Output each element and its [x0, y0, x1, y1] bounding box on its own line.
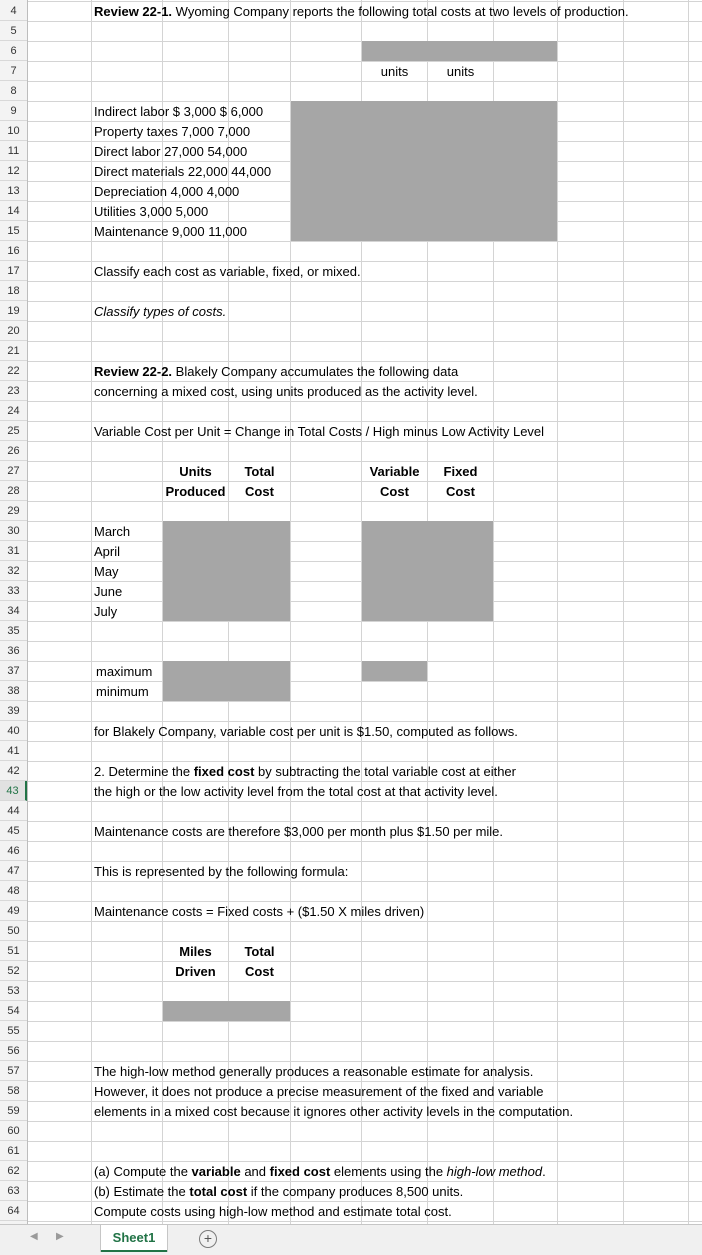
row-header[interactable]: 19	[0, 301, 27, 321]
row-header[interactable]: 39	[0, 701, 27, 721]
row-header[interactable]: 32	[0, 561, 27, 581]
row-header[interactable]: 46	[0, 841, 27, 861]
step-2-instruction[interactable]	[94, 761, 516, 781]
row-header[interactable]: 20	[0, 321, 27, 341]
row-header[interactable]: 56	[0, 1041, 27, 1061]
input-range-classification[interactable]	[291, 101, 557, 241]
review-2-description-line2[interactable]: concerning a mixed cost, using units produced as the activity level.	[94, 384, 478, 399]
row-header[interactable]: 24	[0, 401, 27, 421]
row-header[interactable]: 63	[0, 1181, 27, 1201]
row-header[interactable]: 27	[0, 461, 27, 481]
row-header[interactable]: 41	[0, 741, 27, 761]
month-april[interactable]: April	[94, 544, 121, 559]
step-2-line2[interactable]: the high or the low activity level from the total cost at that activity level.	[94, 784, 498, 799]
add-sheet-icon[interactable]: +	[199, 1230, 217, 1248]
row-header[interactable]: 36	[0, 641, 27, 661]
scroll-right-icon[interactable]: ▶	[56, 1231, 64, 1242]
units-header-a[interactable]: units	[380, 64, 409, 79]
cost-item-direct-labor[interactable]: Direct labor 27,000 54,000	[94, 144, 248, 159]
row-header[interactable]: 5	[0, 21, 27, 41]
month-july[interactable]: July	[94, 604, 118, 619]
review-2-title[interactable]	[94, 361, 458, 381]
row-header[interactable]: 29	[0, 501, 27, 521]
question-a-and: and	[240, 1164, 270, 1179]
question-b[interactable]	[94, 1181, 463, 1201]
row-header[interactable]: 45	[0, 821, 27, 841]
variable-cost-formula[interactable]: Variable Cost per Unit = Change in Total Costs / High minus Low Activity Level	[94, 424, 545, 439]
question-a-variable: variable	[191, 1164, 241, 1179]
question-b-prefix: (b) Estimate the	[94, 1184, 190, 1199]
variable-cost-note[interactable]: for Blakely Company, variable cost per unit is $1.50, computed as follows.	[94, 724, 518, 739]
row-header[interactable]: 47	[0, 861, 27, 881]
input-range-variable-rate[interactable]	[362, 661, 427, 681]
row-header[interactable]: 4	[0, 1, 27, 21]
step-2-rest: by subtracting the total variable cost at either	[254, 764, 516, 779]
row-header[interactable]: 31	[0, 541, 27, 561]
row-header[interactable]: 59	[0, 1101, 27, 1121]
row-header[interactable]: 57	[0, 1061, 27, 1081]
row-header[interactable]: 28	[0, 481, 27, 501]
row-header[interactable]: 54	[0, 1001, 27, 1021]
month-june[interactable]: June	[94, 584, 123, 599]
question-a-prefix: (a) Compute the	[94, 1164, 192, 1179]
row-header[interactable]: 53	[0, 981, 27, 1001]
month-march[interactable]: March	[94, 524, 131, 539]
row-header[interactable]: 21	[0, 341, 27, 361]
row-header[interactable]: 35	[0, 621, 27, 641]
row-header[interactable]: 6	[0, 41, 27, 61]
maintenance-statement[interactable]: Maintenance costs are therefore $3,000 per month plus $1.50 per mile.	[94, 824, 504, 839]
row-header[interactable]: 37	[0, 661, 27, 681]
row-header[interactable]: 43	[0, 781, 27, 801]
minimum-label[interactable]: minimum	[96, 684, 149, 699]
row-header[interactable]: 13	[0, 181, 27, 201]
row-header[interactable]: 58	[0, 1081, 27, 1101]
row-header[interactable]: 18	[0, 281, 27, 301]
tab-sheet1[interactable]: Sheet1	[101, 1225, 167, 1252]
question-a-method: high-low method	[446, 1164, 543, 1179]
row-header[interactable]: 55	[0, 1021, 27, 1041]
maintenance-formula[interactable]: Maintenance costs = Fixed costs + ($1.50 X miles driven)	[94, 904, 425, 919]
header-units[interactable]: Units	[179, 464, 212, 479]
row-header[interactable]: 9	[0, 101, 27, 121]
row-header[interactable]: 38	[0, 681, 27, 701]
header-fixed[interactable]: Fixed	[443, 464, 478, 479]
header-variable-cost[interactable]: Cost	[380, 484, 409, 499]
header-cost[interactable]: Cost	[245, 484, 274, 499]
input-range-monthly-data[interactable]	[163, 521, 290, 621]
cost-item-direct-materials[interactable]: Direct materials 22,000 44,000	[94, 164, 272, 179]
month-may[interactable]: May	[94, 564, 119, 579]
header-cost-2[interactable]: Cost	[245, 964, 274, 979]
question-a-fixed: fixed cost	[269, 1164, 331, 1179]
high-low-note-3[interactable]: elements in a mixed cost because it ignores other activity levels in the computation.	[94, 1104, 574, 1119]
review-1-title[interactable]	[94, 1, 629, 21]
row-header[interactable]: 25	[0, 421, 27, 441]
classify-label[interactable]: Classify types of costs.	[94, 304, 227, 319]
row-headers[interactable]	[0, 0, 28, 1224]
row-header[interactable]: 49	[0, 901, 27, 921]
row-header[interactable]: 50	[0, 921, 27, 941]
classify-instruction[interactable]: Classify each cost as variable, fixed, or mixed.	[94, 264, 361, 279]
row-header[interactable]: 51	[0, 941, 27, 961]
review-1-label: Review 22-1.	[94, 4, 173, 19]
header-produced[interactable]: Produced	[165, 484, 226, 499]
header-total-2[interactable]: Total	[244, 944, 275, 959]
units-header-b[interactable]: units	[446, 64, 475, 79]
row-header[interactable]: 12	[0, 161, 27, 181]
row-header[interactable]: 52	[0, 961, 27, 981]
row-header[interactable]: 17	[0, 261, 27, 281]
row-header[interactable]: 42	[0, 761, 27, 781]
row-header[interactable]: 40	[0, 721, 27, 741]
row-header[interactable]: 64	[0, 1201, 27, 1221]
review-1-description: Wyoming Company reports the following total costs at two levels of production.	[172, 4, 629, 19]
review-2-description: Blakely Company accumulates the following data	[172, 364, 459, 379]
header-variable[interactable]: Variable	[369, 464, 420, 479]
step-2-bold: fixed cost	[193, 764, 255, 779]
cost-item-property-taxes[interactable]: Property taxes 7,000 7,000	[94, 124, 251, 139]
header-total[interactable]: Total	[244, 464, 275, 479]
row-header[interactable]: 22	[0, 361, 27, 381]
header-driven[interactable]: Driven	[175, 964, 216, 979]
row-header[interactable]: 23	[0, 381, 27, 401]
row-header[interactable]: 14	[0, 201, 27, 221]
row-header[interactable]: 15	[0, 221, 27, 241]
high-low-note-1[interactable]: The high-low method generally produces a reasonable estimate for analysis.	[94, 1064, 534, 1079]
header-fixed-cost[interactable]: Cost	[446, 484, 475, 499]
cost-item-depreciation[interactable]: Depreciation 4,000 4,000	[94, 184, 240, 199]
row-header[interactable]: 26	[0, 441, 27, 461]
input-range-max-min[interactable]	[163, 661, 290, 701]
row-header[interactable]: 33	[0, 581, 27, 601]
sheet-tab-bar	[0, 1224, 702, 1255]
row-header[interactable]: 30	[0, 521, 27, 541]
compute-instruction[interactable]: Compute costs using high-low method and estimate total cost.	[94, 1204, 452, 1219]
input-range-variable-fixed[interactable]	[362, 521, 493, 621]
review-2-label: Review 22-2.	[94, 364, 173, 379]
row-header[interactable]: 48	[0, 881, 27, 901]
question-b-bold: total cost	[189, 1184, 248, 1199]
header-miles[interactable]: Miles	[179, 944, 212, 959]
cost-item-utilities[interactable]: Utilities 3,000 5,000	[94, 204, 209, 219]
step-2-prefix: 2. Determine the	[94, 764, 194, 779]
row-header[interactable]: 8	[0, 81, 27, 101]
question-a[interactable]	[94, 1161, 546, 1181]
formula-intro[interactable]: This is represented by the following formula:	[94, 864, 349, 879]
row-header[interactable]: 62	[0, 1161, 27, 1181]
cost-item-indirect-labor[interactable]: Indirect labor $ 3,000 $ 6,000	[94, 104, 264, 119]
row-header[interactable]: 16	[0, 241, 27, 261]
high-low-note-2[interactable]: However, it does not produce a precise measurement of the fixed and variable	[94, 1084, 544, 1099]
cost-item-maintenance[interactable]: Maintenance 9,000 11,000	[94, 224, 247, 239]
row-header[interactable]: 10	[0, 121, 27, 141]
question-a-mid: elements using the	[330, 1164, 447, 1179]
question-a-end: .	[542, 1164, 546, 1179]
row-header[interactable]: 44	[0, 801, 27, 821]
row-header[interactable]: 34	[0, 601, 27, 621]
scroll-left-icon[interactable]: ◀	[30, 1231, 38, 1242]
row-header[interactable]: 60	[0, 1121, 27, 1141]
input-range-units-header[interactable]	[362, 41, 557, 61]
maximum-label[interactable]: maximum	[96, 664, 153, 679]
row-header[interactable]: 7	[0, 61, 27, 81]
row-header[interactable]: 61	[0, 1141, 27, 1161]
input-range-estimate[interactable]	[163, 1001, 290, 1021]
row-header[interactable]: 11	[0, 141, 27, 161]
question-b-rest: if the company produces 8,500 units.	[247, 1184, 464, 1199]
